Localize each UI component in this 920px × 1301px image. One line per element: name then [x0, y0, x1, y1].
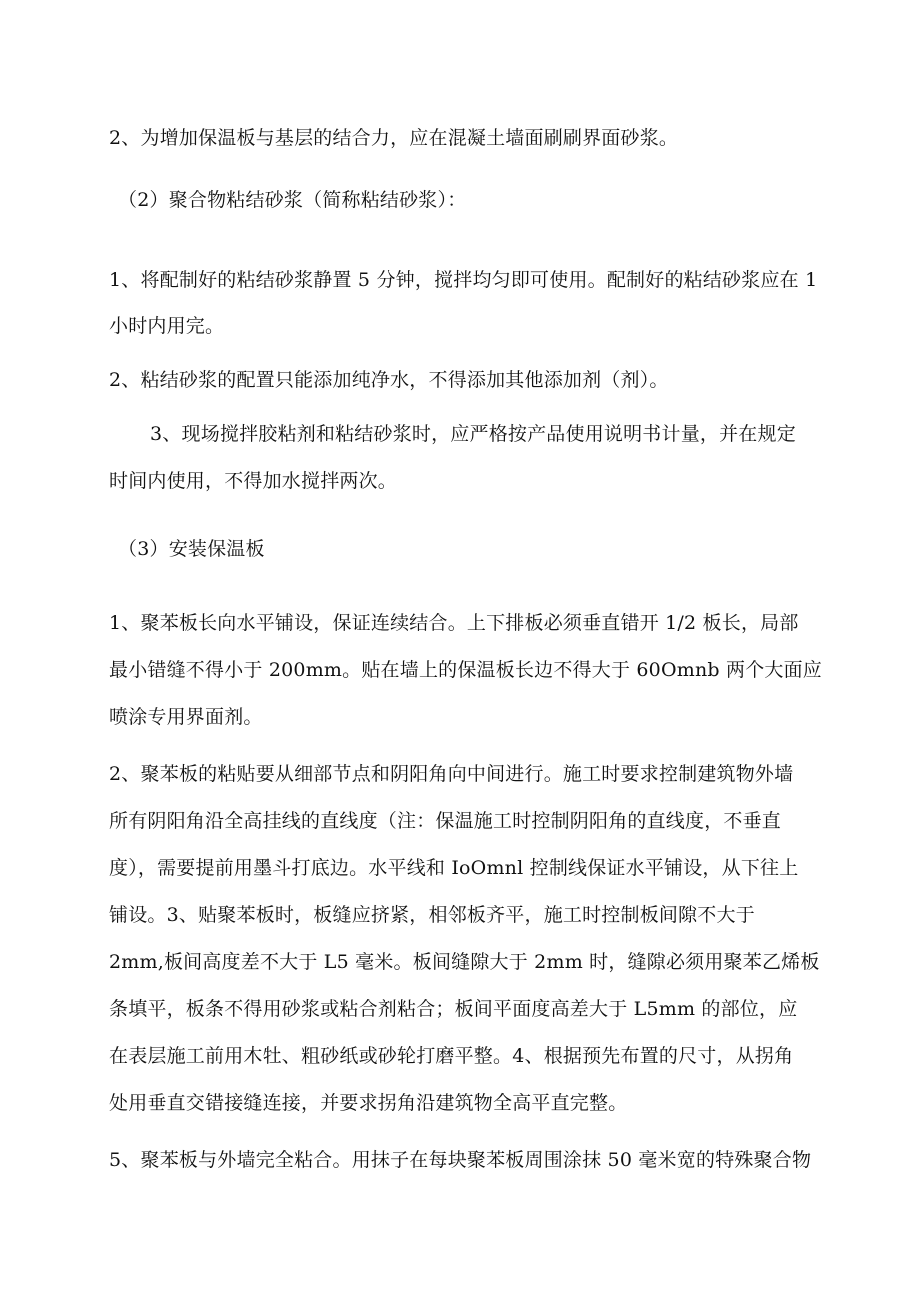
paragraph-line: 2、为增加保温板与基层的结合力，应在混凝土墙面刷刷界面砂浆。: [109, 127, 679, 149]
paragraph-line: 时间内使用，不得加水搅拌两次。: [109, 470, 398, 492]
paragraph-line: 2、粘结砂浆的配置只能添加纯净水，不得添加其他添加剂（剂）。: [109, 369, 669, 391]
paragraph-line: 2、聚苯板的粘贴要从细部节点和阴阳角向中间进行。施工时要求控制建筑物外墙: [109, 763, 794, 785]
paragraph-line: 度），需要提前用墨斗打底边。水平线和 IoOmnl 控制线保证水平铺设，从下往上: [109, 857, 799, 879]
paragraph-line: 1、将配制好的粘结砂浆静置 5 分钟，搅拌均匀即可使用。配制好的粘结砂浆应在 1: [109, 269, 818, 291]
paragraph-line: 处用垂直交错接缝连接，并要求拐角沿建筑物全高平直完整。: [109, 1092, 628, 1114]
section-heading: （2）聚合物粘结砂浆（简称粘结砂浆）：: [118, 189, 467, 211]
paragraph-line: 2mm,板间高度差不大于 L5 毫米。板间缝隙大于 2mm 时，缝隙必须用聚苯乙烯板: [109, 951, 820, 973]
paragraph-line: 最小错缝不得小于 200mm。贴在墙上的保温板长边不得大于 60Omnb 两个大面应: [109, 659, 822, 681]
paragraph-line: 小时内用完。: [109, 315, 225, 337]
paragraph-line: 1、聚苯板长向水平铺设，保证连续结合。上下排板必须垂直错开 1/2 板长，局部: [109, 612, 799, 634]
paragraph-line: 条填平，板条不得用砂浆或粘合剂粘合；板间平面度高差大于 L5mm 的部位，应: [109, 998, 798, 1020]
paragraph-line: 5、聚苯板与外墙完全粘合。用抹子在每块聚苯板周围涂抹 50 毫米宽的特殊聚合物: [109, 1149, 812, 1171]
paragraph-line: 在表层施工前用木牡、粗砂纸或砂轮打磨平整。4、根据预先布置的尺寸，从拐角: [109, 1045, 794, 1067]
paragraph-line: 铺设。3、贴聚苯板时，板缝应挤紧，相邻板齐平，施工时控制板间隙不大于: [109, 904, 755, 926]
section-heading: （3）安装保温板: [118, 538, 265, 560]
paragraph-line: 喷涂专用界面剂。: [109, 706, 263, 728]
paragraph-line: 3、现场搅拌胶粘剂和粘结砂浆时，应严格按产品使用说明书计量，并在规定: [150, 423, 796, 445]
paragraph-line: 所有阴阳角沿全高挂线的直线度（注：保温施工时控制阴阳角的直线度，不垂直: [109, 810, 782, 832]
